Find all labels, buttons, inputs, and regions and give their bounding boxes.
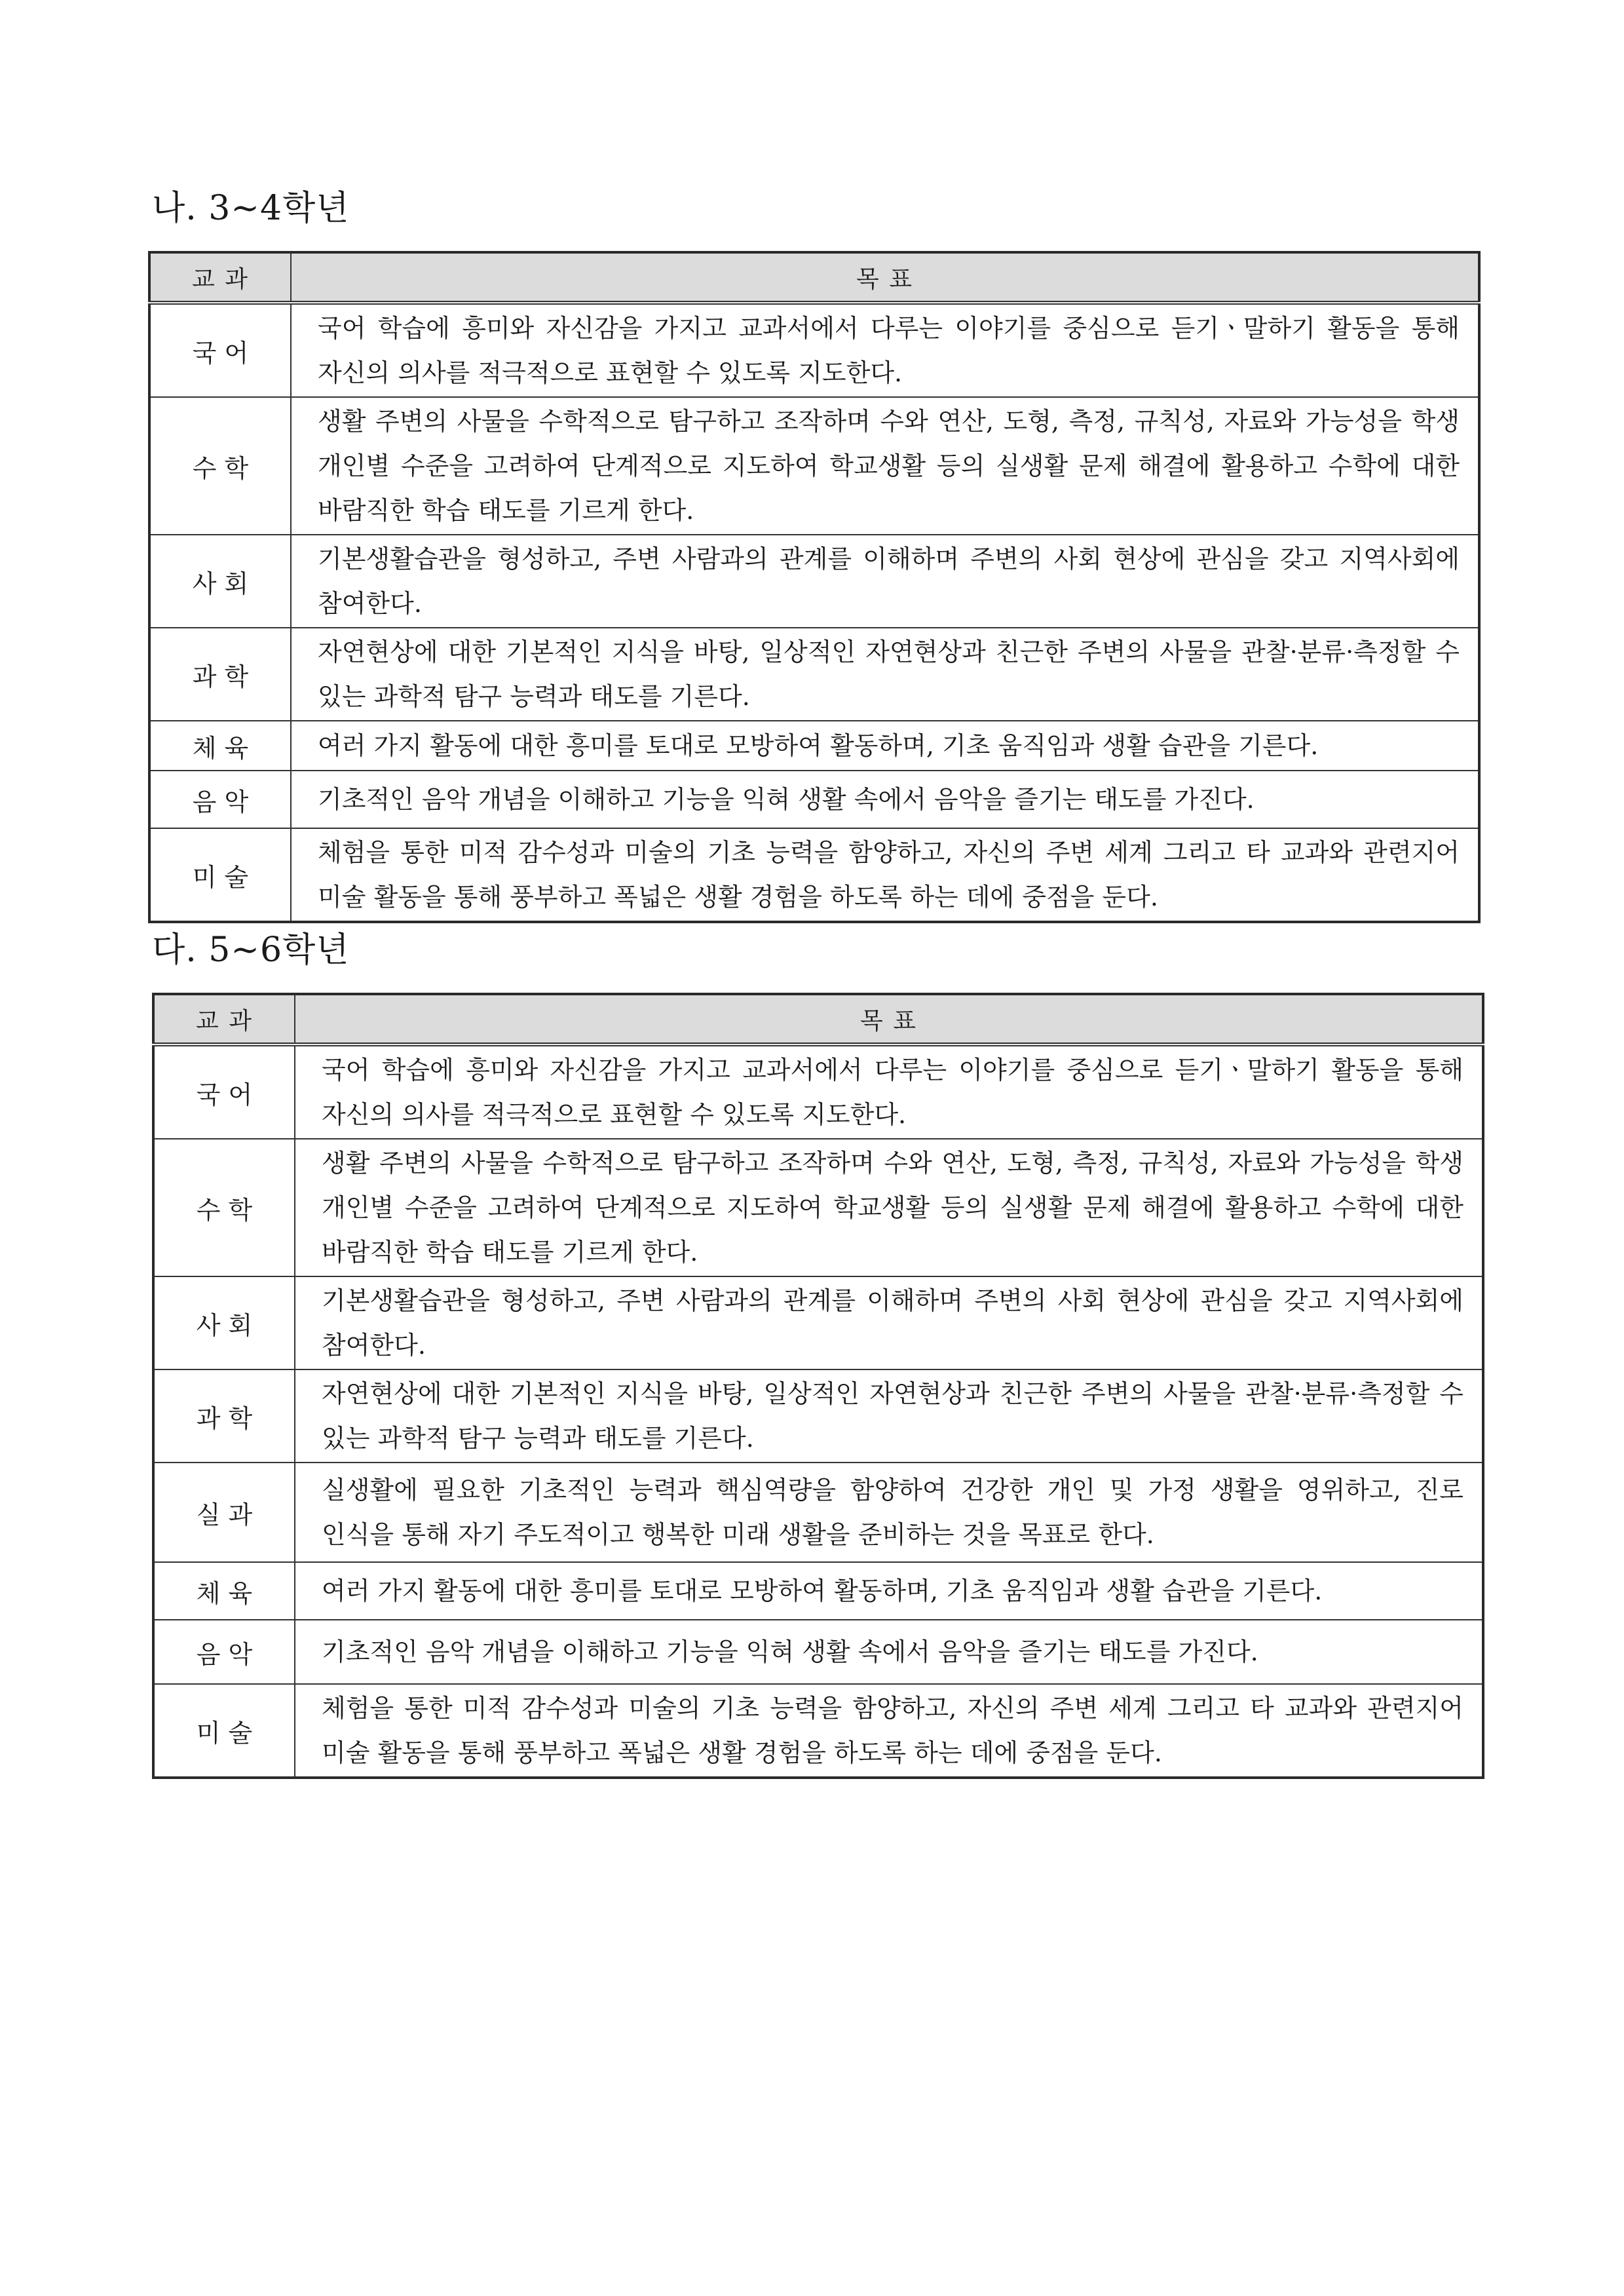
table-row (149, 535, 1479, 628)
table-row (153, 1276, 1483, 1369)
goal-cell: 기본생활습관을 형성하고, 주변 사람과의 관계를 이해하며 주변의 사회 현상에 관심을 갖고 지역사회에 참여한다. (291, 535, 1479, 628)
subject-cell: 국 어 (153, 1044, 295, 1139)
header-subject: 교 과 (149, 252, 291, 303)
goals-table-grade-5-6 (152, 993, 1484, 1779)
goal-cell: 생활 주변의 사물을 수학적으로 탐구하고 조작하며 수와 연산, 도형, 측정, 규칙성, 자료와 가능성을 학생 개인별 수준을 고려하여 단계적으로 지도하여 학교생활 등의 실생활 문제 해결에 활용하고 수학에 대한 바람직한 학습 태도를 기르게 한다. (295, 1139, 1483, 1276)
goal-cell: 국어 학습에 흥미와 자신감을 가지고 교과서에서 다루는 이야기를 중심으로 듣기ㆍ말하기 활동을 통해 자신의 의사를 적극적으로 표현할 수 있도록 지도한다. (295, 1044, 1483, 1139)
header-goal: 목 표 (295, 994, 1483, 1044)
goal-cell: 기본생활습관을 형성하고, 주변 사람과의 관계를 이해하며 주변의 사회 현상에 관심을 갖고 지역사회에 참여한다. (295, 1276, 1483, 1369)
goal-cell: 체험을 통한 미적 감수성과 미술의 기초 능력을 함양하고, 자신의 주변 세계 그리고 타 교과와 관련지어 미술 활동을 통해 풍부하고 폭넓은 생활 경험을 하도록 하는 데에 중점을 둔다. (291, 828, 1479, 922)
table-row (153, 1369, 1483, 1463)
table-row (153, 1463, 1483, 1562)
goal-cell: 체험을 통한 미적 감수성과 미술의 기초 능력을 함양하고, 자신의 주변 세계 그리고 타 교과와 관련지어 미술 활동을 통해 풍부하고 폭넓은 생활 경험을 하도록 하는 데에 중점을 둔다. (295, 1684, 1483, 1778)
table-row (149, 721, 1479, 771)
table-row (149, 628, 1479, 721)
goal-cell: 국어 학습에 흥미와 자신감을 가지고 교과서에서 다루는 이야기를 중심으로 듣기ㆍ말하기 활동을 통해 자신의 의사를 적극적으로 표현할 수 있도록 지도한다. (291, 303, 1479, 397)
goal-cell: 생활 주변의 사물을 수학적으로 탐구하고 조작하며 수와 연산, 도형, 측정, 규칙성, 자료와 가능성을 학생 개인별 수준을 고려하여 단계적으로 지도하여 학교생활 등의 실생활 문제 해결에 활용하고 수학에 대한 바람직한 학습 태도를 기르게 한다. (291, 397, 1479, 535)
goals-table-grade-3-4 (148, 251, 1481, 923)
subject-cell: 수 학 (149, 397, 291, 535)
table-row (153, 1139, 1483, 1276)
subject-cell: 미 술 (149, 828, 291, 922)
subject-cell: 수 학 (153, 1139, 295, 1276)
header-goal: 목 표 (291, 252, 1479, 303)
subject-cell: 국 어 (149, 303, 291, 397)
goal-cell: 기초적인 음악 개념을 이해하고 기능을 익혀 생활 속에서 음악을 즐기는 태도를 가진다. (291, 771, 1479, 828)
table-row (149, 397, 1479, 535)
subject-cell: 미 술 (153, 1684, 295, 1778)
subject-cell: 과 학 (153, 1369, 295, 1463)
table-row (149, 828, 1479, 922)
goal-cell: 여러 가지 활동에 대한 흥미를 토대로 모방하여 활동하며, 기초 움직임과 생활 습관을 기른다. (295, 1562, 1483, 1620)
table-row (149, 771, 1479, 828)
goal-cell: 실생활에 필요한 기초적인 능력과 핵심역량을 함양하여 건강한 개인 및 가정 생활을 영위하고, 진로 인식을 통해 자기 주도적이고 행복한 미래 생활을 준비하는 것을 목표로 한다. (295, 1463, 1483, 1562)
subject-cell: 체 육 (149, 721, 291, 771)
table-header-row (149, 252, 1479, 303)
header-subject: 교 과 (153, 994, 295, 1044)
subject-cell: 실 과 (153, 1463, 295, 1562)
table-row (153, 1562, 1483, 1620)
subject-cell: 사 회 (153, 1276, 295, 1369)
section-title-grade-5-6: 다. 5~6학년 (152, 930, 350, 970)
goal-cell: 자연현상에 대한 기본적인 지식을 바탕, 일상적인 자연현상과 친근한 주변의 사물을 관찰·분류·측정할 수 있는 과학적 탐구 능력과 태도를 기른다. (295, 1369, 1483, 1463)
subject-cell: 체 육 (153, 1562, 295, 1620)
subject-cell: 음 악 (149, 771, 291, 828)
table-row (153, 1044, 1483, 1139)
goal-cell: 여러 가지 활동에 대한 흥미를 토대로 모방하여 활동하며, 기초 움직임과 생활 습관을 기른다. (291, 721, 1479, 771)
goal-cell: 기초적인 음악 개념을 이해하고 기능을 익혀 생활 속에서 음악을 즐기는 태도를 가진다. (295, 1620, 1483, 1684)
table-row (149, 303, 1479, 397)
subject-cell: 과 학 (149, 628, 291, 721)
subject-cell: 사 회 (149, 535, 291, 628)
table-row (153, 1684, 1483, 1778)
table-header-row (153, 994, 1483, 1044)
table-row (153, 1620, 1483, 1684)
goal-cell: 자연현상에 대한 기본적인 지식을 바탕, 일상적인 자연현상과 친근한 주변의 사물을 관찰·분류·측정할 수 있는 과학적 탐구 능력과 태도를 기른다. (291, 628, 1479, 721)
section-title-grade-3-4: 나. 3~4학년 (152, 189, 350, 228)
subject-cell: 음 악 (153, 1620, 295, 1684)
